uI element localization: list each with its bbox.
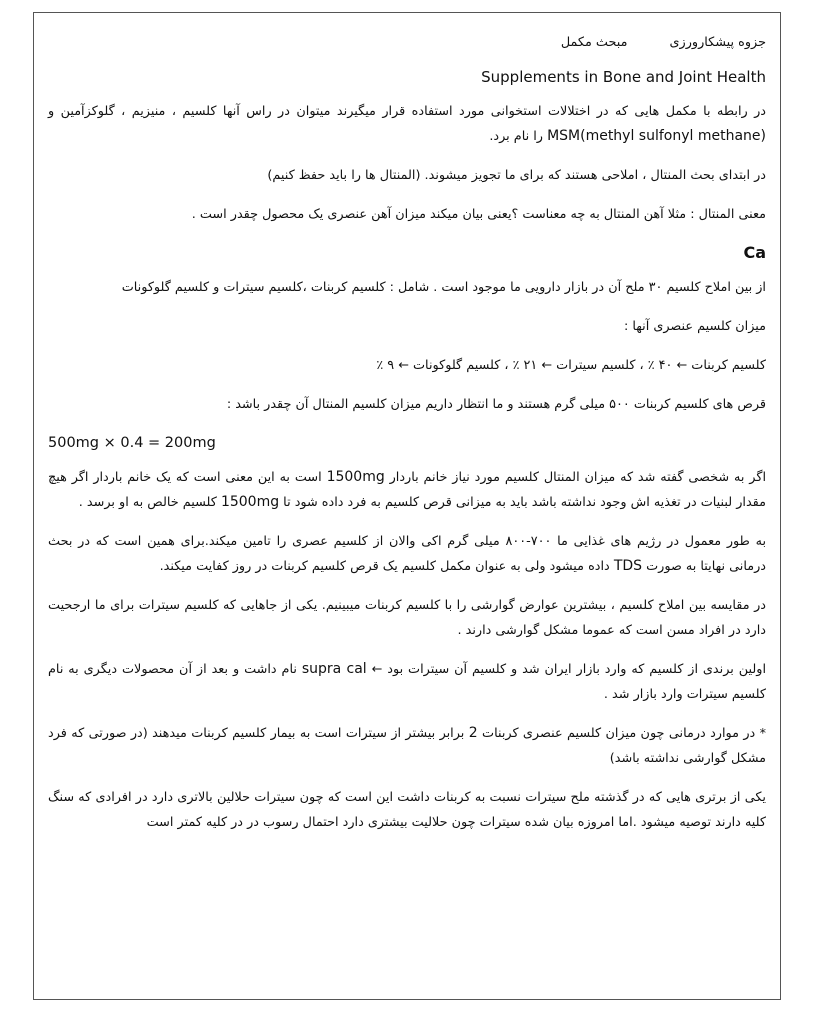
paragraph-kidney-stones: یکی از برتری هایی که در گذشته ملح سیترات نسبت به کربنات داشت این است که چون سیترات حلالین بالاتری دارد در افرادی که سنگ کلیه دارند توصیه میشود .اما امروزه بیان شده سیترات چون حلالیت بیشتری دارد احتمال رسوب در در کلیه کمتر است bbox=[48, 790, 766, 830]
booklet-title: جزوه پیشکارورزی bbox=[669, 35, 766, 50]
paragraph-elemental-amounts: میزان کلسیم عنصری آنها : bbox=[623, 319, 766, 334]
english-title: Supplements in Bone and Joint Health bbox=[481, 68, 766, 86]
paragraph-treatment-note: * در موارد درمانی چون میزان کلسیم عنصری کربنات 2 برابر بیشتر از سیترات است به بیمار کلسیم کربنات میدهند (در صورتی که فرد مشکل گوارشی نداشته باشد) bbox=[48, 725, 766, 766]
paragraph-tablet-question: قرص های کلسیم کربنات ۵۰۰ میلی گرم هستند و ما انتظار داریم میزان کلسیم المنتال آن چقدر باشد : bbox=[226, 397, 766, 412]
page-frame bbox=[33, 12, 781, 1000]
paragraph-percentages: کلسیم کربنات ← ۴۰ ٪ ، کلسیم سیترات ← ۲۱ ٪ ، کلسیم گلوکونات ← ۹ ٪ bbox=[376, 358, 766, 373]
topic-title: مبحث مکمل bbox=[560, 35, 628, 50]
paragraph-side-effects: در مقایسه بین املاح کلسیم ، بیشترین عوارض گوارشی را با کلسیم کربنات میبینیم. یکی از جاهایی که کلسیم سیترات برای ما ارجحیت دارد در افراد مسن است که عموما مشکل گوارشی دارند . bbox=[48, 598, 766, 638]
page-header bbox=[48, 31, 766, 55]
section-heading-ca: Ca bbox=[743, 243, 766, 262]
paragraph-pregnancy: اگر به شخصی گفته شد که میزان المنتال کلسیم مورد نیاز خانم باردار 1500mg است به این معنی است که یک خانم باردار اگر هیچ مقدار لبنیات در تغذیه اش وجود نداشته باشد باید به میزانی قرص کلسیم به فرد داده شود تا 1500mg کلسیم خالص به او برسد . bbox=[48, 469, 766, 510]
msm-term: MSM(methyl sulfonyl methane) bbox=[547, 128, 766, 144]
paragraph-intro: در رابطه با مکمل هایی که در اختلالات استخوانی مورد استفاده قرار میگیرند میتوان در راس آنها کلسیم ، منیزیم ، گلوکزآمین و MSM(methyl sulfonyl methane) را نام برد. bbox=[48, 104, 766, 144]
paragraph-diet: به طور معمول در رژیم های غذایی ما ۷۰۰-۸۰۰ میلی گرم اکی والان از کلسیم عصری را تامین میکند.برای همین است که در بحث درمانی نهایتا به صورت TDS داده میشود ولی به عنوان مکمل کلسیم یک قرص کلسیم کربنات در روز کفایت میکند. bbox=[48, 534, 767, 574]
document-body bbox=[48, 29, 766, 849]
paragraph-elemental-meaning: معنی المنتال : مثلا آهن المنتال به چه معناست ؟یعنی بیان میکند میزان آهن عنصری یک محصول چقدر است . bbox=[191, 207, 766, 222]
paragraph-elemental: در ابتدای بحث المنتال ، املاحی هستند که برای ما تجویز میشوند. (المنتال ها را باید حفظ کنیم) bbox=[267, 168, 766, 183]
paragraph-first-brand: اولین برندی از کلسیم که وارد بازار ایران شد و کلسیم آن سیترات بود ← supra cal نام داشت و بعد از آن محصولات دیگری به نام کلسیم سیترات وارد بازار شد . bbox=[48, 661, 766, 702]
formula: 500mg × 0.4 = 200mg bbox=[48, 435, 216, 451]
paragraph-calcium-salts: از بین املاح کلسیم ۳۰ ملح آن در بازار دارویی ما موجود است . شامل : کلسیم کربنات ،کلسیم سیترات و کلسیم گلوکونات bbox=[121, 280, 766, 295]
